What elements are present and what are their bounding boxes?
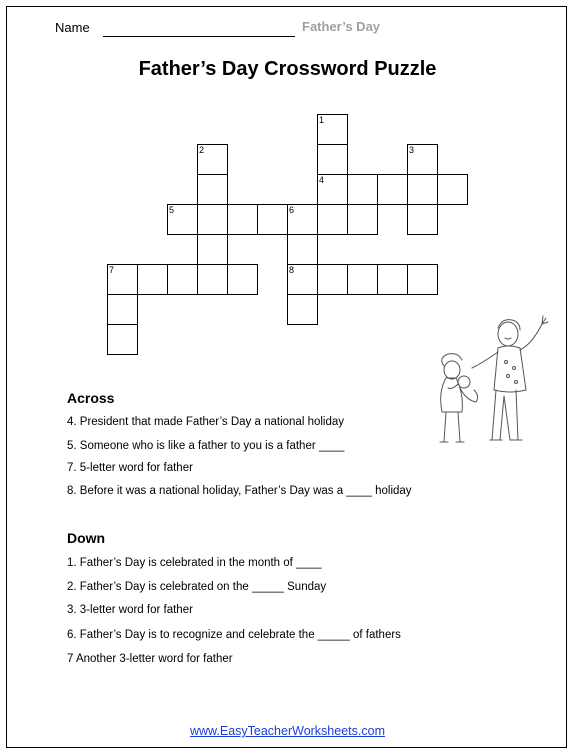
crossword-cell[interactable] — [167, 264, 198, 295]
crossword-cell[interactable] — [227, 204, 258, 235]
clue-down-7: 7 Another 3-letter word for father — [67, 653, 233, 665]
clue-number: 7 — [109, 265, 115, 275]
crossword-cell[interactable] — [377, 174, 408, 205]
crossword-cell[interactable] — [347, 204, 378, 235]
page-title: Father’s Day Crossword Puzzle — [138, 58, 437, 80]
clue-number: 8 — [289, 265, 295, 275]
crossword-cell[interactable] — [197, 204, 228, 235]
topic-label: Father’s Day — [302, 19, 381, 34]
crossword-cell[interactable] — [107, 324, 138, 355]
clue-across-8: 8. Before it was a national holiday, Father’s Day was a ____ holiday — [67, 485, 412, 497]
clue-number: 4 — [319, 175, 325, 185]
clue-number: 6 — [289, 205, 295, 215]
crossword-cell[interactable] — [407, 264, 438, 295]
crossword-cell[interactable] — [317, 144, 348, 175]
clue-number: 3 — [409, 145, 415, 155]
crossword-cell[interactable] — [407, 204, 438, 235]
crossword-cell[interactable] — [317, 264, 348, 295]
clue-across-4: 4. President that made Father’s Day a national holiday — [67, 416, 345, 428]
clue-down-3: 3. 3-letter word for father — [67, 604, 193, 616]
crossword-cell[interactable] — [317, 174, 348, 205]
crossword-cell[interactable] — [347, 174, 378, 205]
crossword-cell[interactable] — [407, 174, 438, 205]
crossword-cell[interactable] — [167, 204, 198, 235]
name-label: Name — [55, 20, 90, 35]
crossword-cell[interactable] — [107, 294, 138, 325]
crossword-cell[interactable] — [287, 234, 318, 265]
clue-number: 2 — [199, 145, 205, 155]
across-heading: Across — [67, 390, 115, 406]
crossword-cell[interactable] — [347, 264, 378, 295]
footer-website-link[interactable]: www.EasyTeacherWorksheets.com — [190, 724, 385, 738]
crossword-cell[interactable] — [107, 264, 138, 295]
crossword-cell[interactable] — [137, 264, 168, 295]
crossword-cell[interactable] — [287, 294, 318, 325]
crossword-cell[interactable] — [377, 264, 408, 295]
father-child-illustration — [410, 312, 570, 452]
crossword-cell[interactable] — [407, 144, 438, 175]
crossword-cell[interactable] — [227, 264, 258, 295]
crossword-cell[interactable] — [287, 204, 318, 235]
clue-number: 5 — [169, 205, 175, 215]
clue-across-5: 5. Someone who is like a father to you is a father ____ — [67, 440, 345, 452]
crossword-cell[interactable] — [197, 234, 228, 265]
down-heading: Down — [67, 530, 106, 546]
crossword-cell[interactable] — [197, 144, 228, 175]
crossword-cell[interactable] — [317, 114, 348, 145]
clue-across-7: 7. 5-letter word for father — [67, 462, 193, 474]
crossword-cell[interactable] — [197, 174, 228, 205]
crossword-cell[interactable] — [317, 204, 348, 235]
clue-down-6: 6. Father’s Day is to recognize and celebrate the _____ of fathers — [67, 629, 401, 641]
crossword-cell[interactable] — [197, 264, 228, 295]
crossword-cell[interactable] — [257, 204, 288, 235]
crossword-cell[interactable] — [287, 264, 318, 295]
clue-number: 1 — [319, 115, 325, 125]
clue-down-2: 2. Father’s Day is celebrated on the _____ Sunday — [67, 581, 327, 593]
crossword-cell[interactable] — [437, 174, 468, 205]
clue-down-1: 1. Father’s Day is celebrated in the month of ____ — [67, 557, 322, 569]
